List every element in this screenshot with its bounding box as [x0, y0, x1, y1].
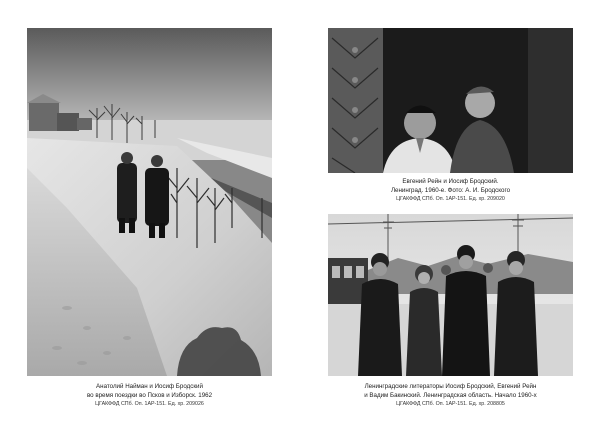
- top-right-caption-source: ЦГАКФФД СПб. Оп. 1АР-151. Ед. хр. 209020: [396, 196, 505, 203]
- left-caption-line2: во время поездки во Псков и Изборск. 1962: [86, 391, 213, 399]
- bottom-right-caption-line2: и Вадим Бакинский. Ленинградская область. Начало 1960-х: [364, 391, 537, 399]
- left-caption: [27, 383, 272, 409]
- winter-riverbank-photo: [27, 28, 272, 376]
- bottom-right-caption-source: ЦГАКФФД СПб. Оп. 1АР-151. Ед. хр. 208805: [396, 401, 505, 408]
- two-men-portrait-photo: [328, 28, 573, 173]
- top-right-caption-line1: Евгений Рейн и Иосиф Бродский.: [402, 178, 499, 185]
- top-right-caption: [328, 178, 573, 204]
- group-winter-platform-photo: [328, 214, 573, 376]
- bottom-right-caption-line1: Ленинградские литераторы Иосиф Бродский, Евгений Рейн: [364, 383, 537, 390]
- bottom-right-caption: [328, 383, 573, 409]
- top-right-caption-line2: Ленинград. 1960-е. Фото: А. И. Бродского: [390, 186, 511, 194]
- left-caption-line1: Анатолий Найман и Иосиф Бродский: [96, 383, 203, 390]
- left-caption-source: ЦГАКФФД СПб. Оп. 1АР-151. Ед. хр. 209026: [95, 401, 204, 408]
